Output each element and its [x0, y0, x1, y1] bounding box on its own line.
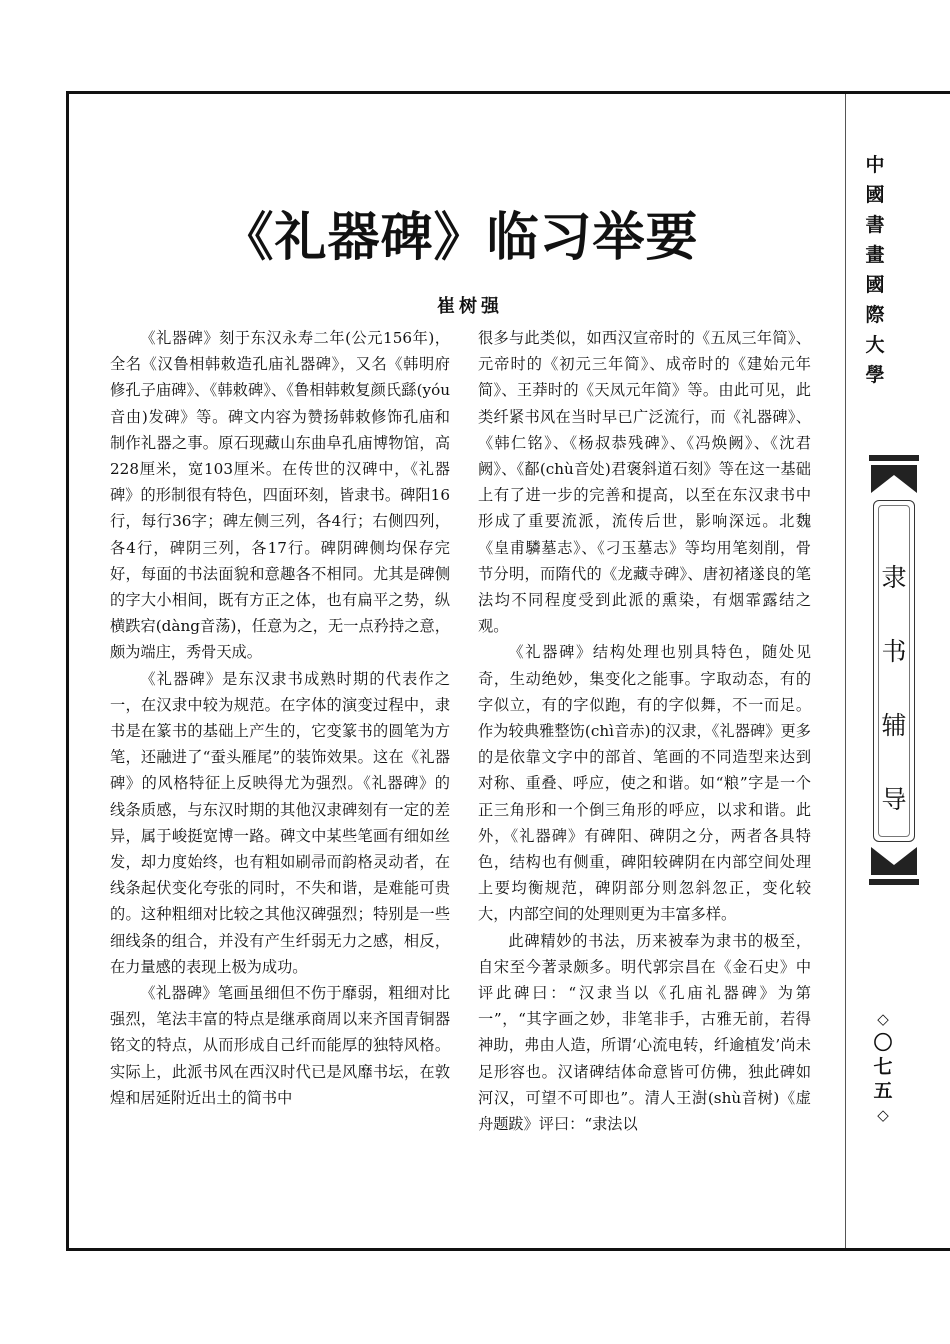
journal-char: 畫	[865, 244, 885, 266]
section-char: 书	[881, 637, 907, 666]
paragraph: 《礼器碑》结构处理也别具特色，随处见奇，生动绝妙，集变化之能事。字取动态，有的字似立，有的字似跑，有的字似舞，不一而足。作为较典雅整饬(chì音赤)的汉隶，《礼器碑》更多的是依靠文字中的部首、笔画的不同造型来达到对称、重叠、呼应，使之和谐。如“粮”字是一个正三角形和一个倒三角形的呼应，以求和谐。此外，《礼器碑》有碑阳、碑阴之分，两者各具特色，结构也有侧重，碑阳较碑阴在内部空间处理上要均衡规范，碑阴部分则忽斜忽正，变化较大，内部空间的处理则更为丰富多样。	[478, 643, 811, 924]
section-label-box	[873, 500, 915, 842]
section-char: 辅	[881, 711, 907, 740]
article-title: 《礼器碑》临习举要	[221, 208, 699, 268]
diamond-icon: ◇	[877, 1106, 889, 1124]
section-band-bottom-ornament	[869, 845, 919, 885]
section-char: 导	[881, 785, 907, 814]
journal-char: 國	[865, 184, 885, 206]
journal-char: 學	[865, 364, 885, 386]
journal-char: 中	[865, 154, 885, 176]
paragraph: 《礼器碑》是东汉隶书成熟时期的代表作之一，在汉隶中较为规范。在字体的演变过程中，隶书是在篆书的基础上产生的，它变篆书的圆笔为方笔，还融进了“蚕头雁尾”的装饰效果。这在《礼器碑》的风格特征上反映得尤为强烈。《礼器碑》的线条质感，与东汉时期的其他汉隶碑刻有一定的差异，属于峻挺宽博一路。碑文中某些笔画有细如丝发，却力度始终，也有粗如刷帚而韵格灵动者，在线条起伏变化夸张的同时，不失和谐，是难能可贵的。这种粗细对比较之其他汉碑强烈；特别是一些细线条的组合，并没有产生纤弱无力之感，相反，在力量感的表现上极为成功。	[110, 669, 450, 976]
journal-char: 國	[865, 274, 885, 296]
text-column-right	[478, 325, 811, 1137]
section-char: 隶	[881, 563, 907, 592]
section-band-top-ornament	[869, 455, 919, 495]
paragraph: 《礼器碑》笔画虽细但不伤于靡弱，粗细对比强烈，笔法丰富的特点是继承商周以来齐国青铜器铭文的特点，从而形成自己纤而能厚的独特风格。实际上，此派书风在西汉时代已是风靡书坛，在敦煌和居延附近出土的简书中	[110, 984, 450, 1107]
paragraph: 《礼器碑》刻于东汉永寿二年(公元156年)，全名《汉鲁相韩敕造孔庙礼器碑》，又名《韩明府修孔子庙碑》、《韩敕碑》、《鲁相韩敕复颜氏繇(yóu音由)发碑》等。碑文内容为赞扬韩敕修饰孔庙和制作礼器之事。原石现藏山东曲阜孔庙博物馆，高228厘米，宽103厘米。在传世的汉碑中，《礼器碑》的形制很有特色，四面环刻，皆隶书。碑阳16行，每行36字；碑左侧三列，各4行；右侧四列，各4行，碑阴三列，各17行。碑阴碑侧均保存完好，每面的书法面貌和意趣各不相同。尤其是碑侧的字大小相间，既有方正之体，也有扁平之势，纵横跌宕(dàng音荡)，任意为之，无一点矜持之意，颇为端庄，秀骨天成。	[110, 329, 450, 662]
diamond-icon: ◇	[877, 1010, 889, 1028]
page-digit: 〇	[873, 1032, 893, 1054]
sidebar-divider	[845, 94, 846, 1248]
paragraph: 很多与此类似，如西汉宣帝时的《五凤三年简》、元帝时的《初元三年简》、成帝时的《建始元年简》、王莽时的《天凤元年简》等。由此可见，此类纤紧书风在当时早已广泛流行，而《礼器碑》、《韩仁铭》、《杨叔恭残碑》、《冯焕阙》、《沈君阙》、《鄐(chù音处)君褒斜道石刻》等在这一基础上有了进一步的完善和提高，以至在东汉隶书中形成了重要流派，流传后世，影响深远。北魏《皇甫驎墓志》、《刁玉墓志》等均用笔刻削，骨节分明，而隋代的《龙藏寺碑》、唐初褚遂良的笔法均不同程度受到此派的熏染，有烟霏露结之观。	[478, 329, 811, 636]
page-number	[868, 1007, 898, 1127]
page-digit: 五	[873, 1080, 893, 1102]
article-author: 崔树强	[437, 296, 503, 317]
journal-char: 際	[865, 304, 885, 326]
journal-name	[860, 150, 890, 390]
paragraph: 此碑精妙的书法，历来被奉为隶书的极至，自宋至今著录颇多。明代郭宗昌在《金石史》中评此碑曰：“汉隶当以《孔庙礼器碑》为第一”，“其字画之妙，非笔非手，古雅无前，若得神助，弗由人造，所谓‘心流电转，纤逾植发’尚未足形容也。汉诸碑结体命意皆可仿佛，独此碑如河汉，可望不可即也”。清人王澍(shù音树)《虚舟题跋》评曰：“隶法以	[478, 931, 811, 1134]
text-column-left	[110, 325, 450, 1111]
journal-char: 書	[865, 214, 885, 236]
journal-char: 大	[865, 334, 885, 356]
section-label	[874, 541, 914, 837]
page-digit: 七	[873, 1056, 893, 1078]
